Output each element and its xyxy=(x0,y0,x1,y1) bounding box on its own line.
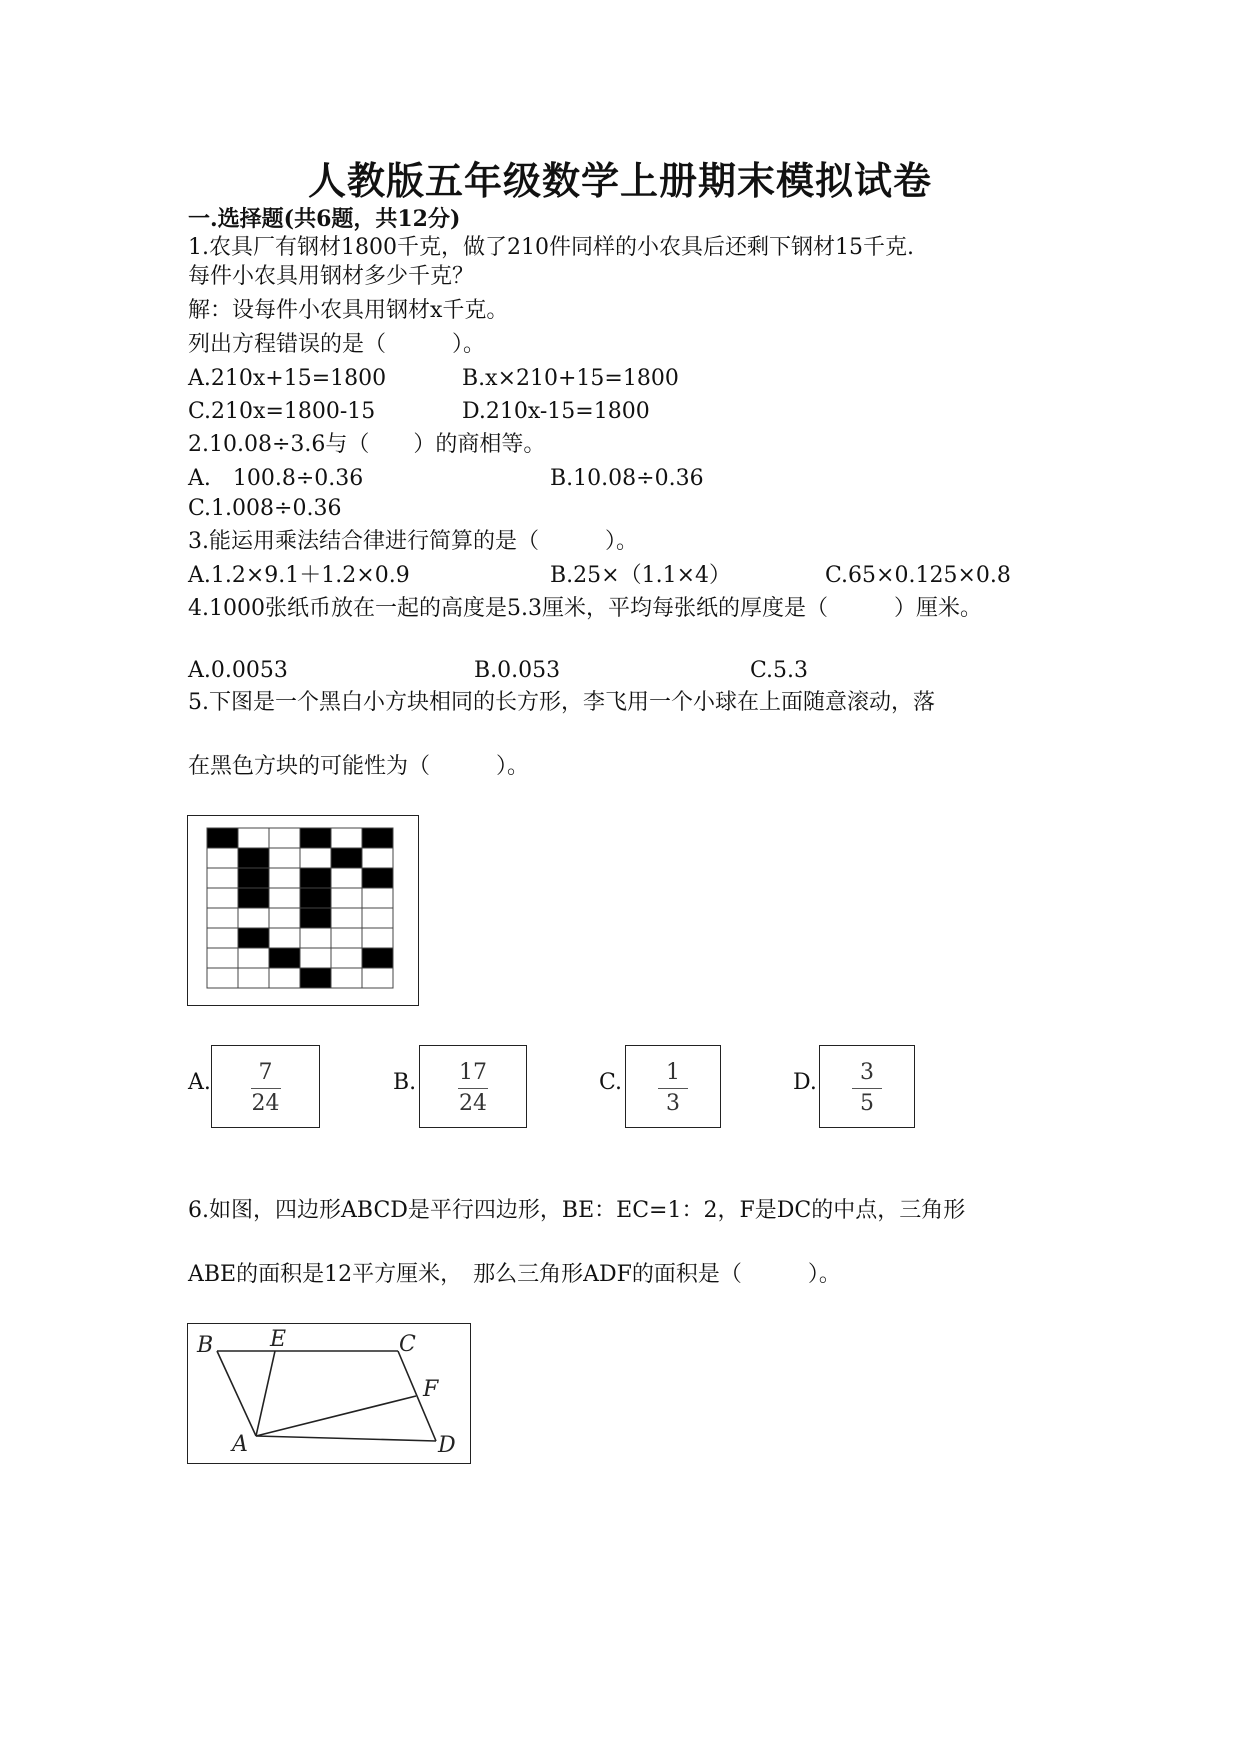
fraction xyxy=(626,1060,720,1117)
q5-choice-letter: B. xyxy=(393,1070,417,1095)
q2-option-b: B.10.08÷0.36 xyxy=(550,466,704,491)
q4-stem: 4.1000张纸币放在一起的高度是5.3厘米，平均每张纸的厚度是（ ）厘米。 xyxy=(188,596,982,621)
label-b: B xyxy=(197,1333,214,1358)
black-cell xyxy=(300,908,331,928)
white-cell xyxy=(269,968,300,988)
q1-option-c: C.210x=1800-15 xyxy=(188,399,376,424)
q1-line2: 每件小农具用钢材多少千克？ xyxy=(188,264,475,289)
fraction-denominator: 24 xyxy=(251,1091,280,1116)
q1-line3: 解：设每件小农具用钢材x千克。 xyxy=(188,298,509,323)
white-cell xyxy=(238,828,269,848)
segment-da xyxy=(256,1436,436,1441)
white-cell xyxy=(207,888,238,908)
black-cell xyxy=(238,868,269,888)
white-cell xyxy=(331,908,362,928)
q6-line2: ABE的面积是12平方厘米， 那么三角形ADF的面积是（ ）。 xyxy=(188,1262,841,1287)
white-cell xyxy=(207,928,238,948)
fraction-numerator: 17 xyxy=(459,1060,487,1085)
white-cell xyxy=(331,888,362,908)
q3-stem: 3.能运用乘法结合律进行简算的是（ ）。 xyxy=(188,529,638,554)
fraction-bar xyxy=(852,1088,882,1089)
fraction-bar xyxy=(458,1088,488,1089)
q5-choice-letter: C. xyxy=(599,1070,623,1095)
fraction-bar xyxy=(658,1088,688,1089)
white-cell xyxy=(238,908,269,928)
checkerboard-figure xyxy=(187,815,419,1006)
segment-ab xyxy=(217,1351,256,1436)
white-cell xyxy=(207,908,238,928)
white-cell xyxy=(207,948,238,968)
segment-ae xyxy=(256,1351,275,1436)
fraction-numerator: 1 xyxy=(666,1060,680,1085)
white-cell xyxy=(269,928,300,948)
label-e: E xyxy=(270,1327,287,1352)
black-cell xyxy=(269,948,300,968)
white-cell xyxy=(300,928,331,948)
fraction-denominator: 5 xyxy=(860,1091,874,1116)
black-cell xyxy=(238,848,269,868)
black-cell xyxy=(300,828,331,848)
fraction-bar xyxy=(251,1088,281,1089)
white-cell xyxy=(238,948,269,968)
q1-option-d: D.210x-15=1800 xyxy=(462,399,650,424)
black-cell xyxy=(300,968,331,988)
white-cell xyxy=(331,948,362,968)
white-cell xyxy=(269,848,300,868)
white-cell xyxy=(362,968,393,988)
black-cell xyxy=(362,948,393,968)
label-c: C xyxy=(399,1332,416,1357)
q6-line1: 6.如图，四边形ABCD是平行四边形，BE：EC=1：2，F是DC的中点，三角形 xyxy=(188,1198,966,1223)
black-cell xyxy=(300,888,331,908)
checkerboard-grid xyxy=(188,816,418,1005)
white-cell xyxy=(269,908,300,928)
black-cell xyxy=(238,888,269,908)
q5-choice-fraction-box xyxy=(819,1045,915,1128)
q1-line1: 1.农具厂有钢材1800千克，做了210件同样的小农具后还剩下钢材15千克. xyxy=(188,235,914,260)
white-cell xyxy=(362,888,393,908)
white-cell xyxy=(362,848,393,868)
white-cell xyxy=(269,868,300,888)
white-cell xyxy=(362,928,393,948)
q2-stem: 2.10.08÷3.6与（ ）的商相等。 xyxy=(188,432,546,457)
q4-option-b: B.0.053 xyxy=(474,658,561,683)
black-cell xyxy=(362,828,393,848)
section-heading: 一.选择题(共6题，共12分) xyxy=(188,206,461,232)
q5-choice-fraction-box xyxy=(211,1045,320,1128)
parallelogram-figure xyxy=(187,1323,471,1464)
label-a: A xyxy=(232,1432,248,1457)
q2-option-a: A. 100.8÷0.36 xyxy=(188,466,364,491)
white-cell xyxy=(207,868,238,888)
q5-line2: 在黑色方块的可能性为（ ）。 xyxy=(188,754,530,779)
fraction-denominator: 3 xyxy=(666,1091,680,1116)
white-cell xyxy=(331,828,362,848)
white-cell xyxy=(207,968,238,988)
fraction-numerator: 7 xyxy=(258,1060,273,1085)
q2-option-c: C.1.008÷0.36 xyxy=(188,496,342,521)
fraction xyxy=(420,1060,526,1117)
q4-option-c: C.5.3 xyxy=(750,658,809,683)
label-f: F xyxy=(423,1377,439,1402)
white-cell xyxy=(238,968,269,988)
q5-choice-letter: A. xyxy=(188,1070,211,1095)
white-cell xyxy=(269,828,300,848)
fraction xyxy=(820,1060,914,1117)
white-cell xyxy=(300,948,331,968)
q5-line1: 5.下图是一个黑白小方块相同的长方形，李飞用一个小球在上面随意滚动，落 xyxy=(188,690,935,715)
q5-choice-fraction-box xyxy=(625,1045,721,1128)
fraction-numerator: 3 xyxy=(860,1060,874,1085)
parallelogram-diagram xyxy=(188,1324,470,1463)
white-cell xyxy=(300,848,331,868)
q4-option-a: A.0.0053 xyxy=(188,658,288,683)
white-cell xyxy=(362,908,393,928)
q3-option-c: C.65×0.125×0.8 xyxy=(825,563,1011,588)
white-cell xyxy=(207,848,238,868)
white-cell xyxy=(269,888,300,908)
label-d: D xyxy=(438,1433,456,1458)
q1-option-b: B.x×210+15=1800 xyxy=(462,366,679,391)
q1-option-a: A.210x+15=1800 xyxy=(188,366,387,391)
black-cell xyxy=(362,868,393,888)
white-cell xyxy=(331,928,362,948)
black-cell xyxy=(300,868,331,888)
black-cell xyxy=(238,928,269,948)
black-cell xyxy=(331,848,362,868)
black-cell xyxy=(207,828,238,848)
segment-af xyxy=(256,1396,416,1436)
q5-choice-fraction-box xyxy=(419,1045,527,1128)
q1-line4: 列出方程错误的是（ ）。 xyxy=(188,332,486,357)
fraction-denominator: 24 xyxy=(459,1091,487,1116)
fraction xyxy=(212,1060,319,1117)
page-title: 人教版五年级数学上册期末模拟试卷 xyxy=(307,158,932,203)
white-cell xyxy=(331,868,362,888)
q3-option-b: B.25×（1.1×4） xyxy=(550,563,732,588)
q5-choice-letter: D. xyxy=(793,1070,817,1095)
q3-option-a: A.1.2×9.1＋1.2×0.9 xyxy=(188,563,410,588)
white-cell xyxy=(331,968,362,988)
